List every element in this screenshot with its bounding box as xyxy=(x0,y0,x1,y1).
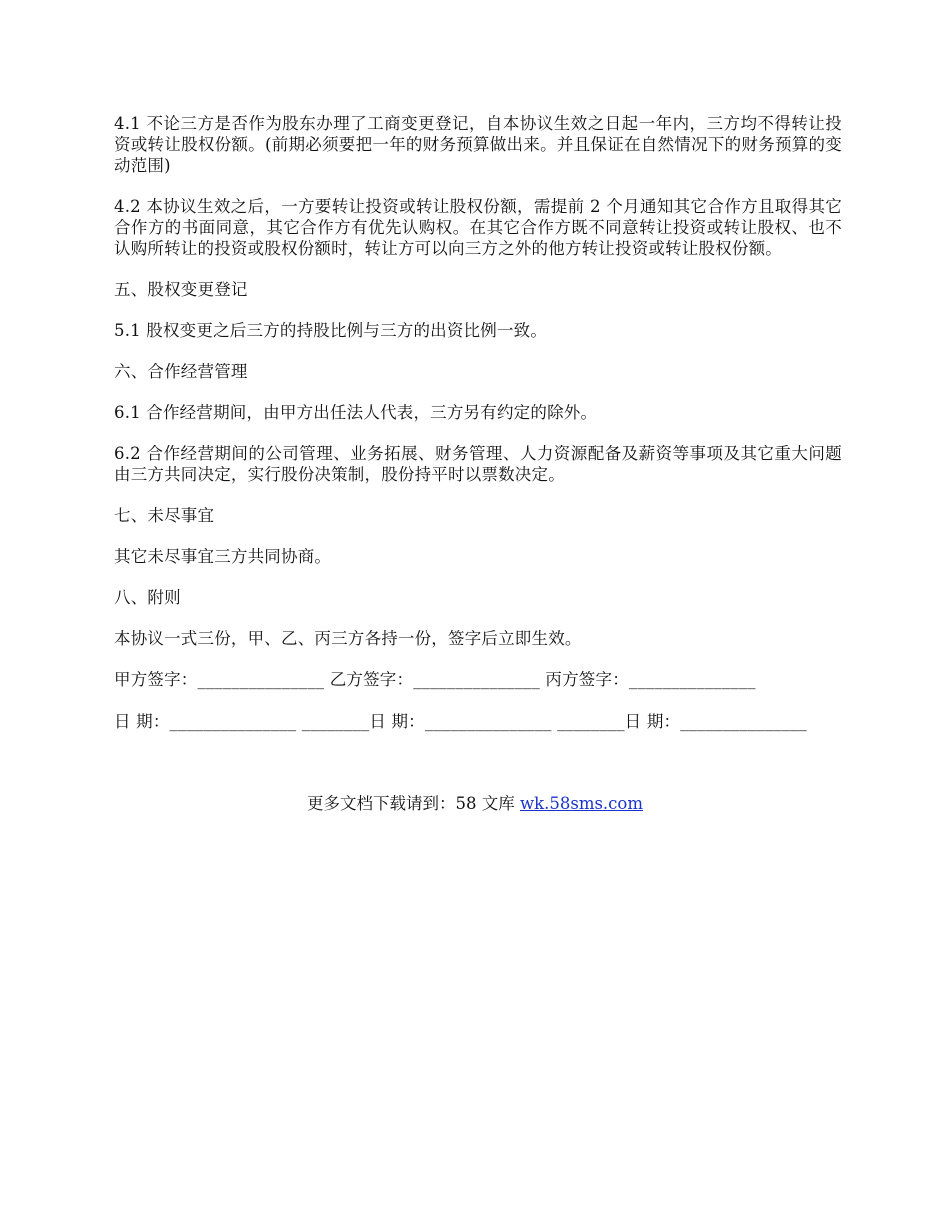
signature-line: 甲方签字：_______________ 乙方签字：_______________ 丙方签字：_______________ xyxy=(114,670,756,689)
section-heading-7: 七、未尽事宜 xyxy=(114,506,215,525)
section-heading-8: 八、附则 xyxy=(114,588,181,607)
paragraph-8: 本协议一式三份，甲、乙、丙三方各持一份，签字后立即生效。 xyxy=(114,629,582,648)
footer-text: 更多文档下载请到：58 文库 xyxy=(306,794,520,813)
paragraph-6-1: 6.1 合作经营期间，由甲方出任法人代表，三方另有约定的除外。 xyxy=(114,403,598,422)
section-heading-6: 六、合作经营管理 xyxy=(114,362,248,381)
footer xyxy=(0,793,950,814)
paragraph-7: 其它未尽事宜三方共同协商。 xyxy=(114,547,332,566)
paragraph-5-1: 5.1 股权变更之后三方的持股比例与三方的出资比例一致。 xyxy=(114,321,548,340)
date-line: 日 期：_______________ ________日 期：_______________ ________日 期：_______________ xyxy=(114,712,807,731)
paragraph-4-2: 4.2 本协议生效之后，一方要转让投资或转让股权份额，需提前 2 个月通知其它合作方且取得其它合作方的书面同意，其它合作方有优先认购权。在其它合作方既不同意转让投资或转让股权、也不认购所转让的投资或股权份额时，转让方可以向三方之外的他方转让投资或转让股权份额。 xyxy=(114,197,842,258)
paragraph-4-1: 4.1 不论三方是否作为股东办理了工商变更登记，自本协议生效之日起一年内，三方均不得转让投资或转让股权份额。(前期必须要把一年的财务预算做出来。并且保证在自然情况下的财务预算的变动范围) xyxy=(114,114,842,175)
paragraph-6-2: 6.2 合作经营期间的公司管理、业务拓展、财务管理、人力资源配备及薪资等事项及其它重大问题由三方共同决定，实行股份决策制，股份持平时以票数决定。 xyxy=(114,444,842,484)
section-heading-5: 五、股权变更登记 xyxy=(114,280,248,299)
document-body xyxy=(114,113,842,734)
footer-link[interactable]: wk.58sms.com xyxy=(519,794,643,813)
